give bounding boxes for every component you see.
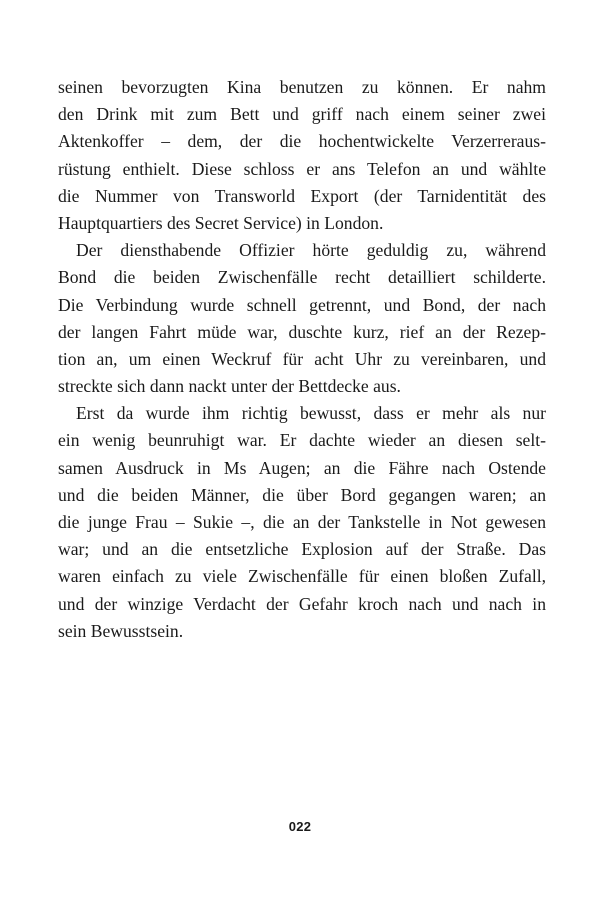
- text-line: die Nummer von Transworld Export (der Tarnidentität des: [58, 185, 546, 206]
- paragraph-2: [58, 237, 546, 400]
- body-text: [58, 74, 546, 645]
- text-line: der langen Fahrt müde war, duschte kurz, rief an der Rezep-: [58, 321, 546, 342]
- text-line: die junge Frau – Sukie –, die an der Tankstelle in Not gewesen: [58, 512, 546, 532]
- text-line: ein wenig beunruhigt war. Er dachte wieder an diesen selt-: [58, 430, 546, 451]
- paragraph-3: [58, 400, 546, 645]
- paragraph-1: [58, 74, 546, 237]
- text-line: waren einfach zu viele Zwischenfälle für einen bloßen Zufall,: [58, 566, 546, 587]
- text-line: war; und an die entsetzliche Explosion auf der Straße. Das: [58, 539, 546, 560]
- text-line: Erst da wurde ihm richtig bewusst, dass er mehr als nur: [76, 403, 546, 424]
- text-line: Die Verbindung wurde schnell getrennt, und Bond, der nach: [58, 294, 546, 315]
- text-line: rüstung enthielt. Diese schloss er ans Telefon an und wählte: [58, 158, 546, 179]
- text-line: Der diensthabende Offizier hörte geduldig zu, während: [76, 240, 546, 261]
- text-line: Hauptquartiers des Secret Service) in London.: [58, 212, 384, 233]
- text-line: streckte sich dann nackt unter der Bettdecke aus.: [58, 376, 401, 397]
- text-line: Aktenkoffer – dem, der die hochentwickelte Verzerreraus-: [58, 131, 546, 152]
- text-line: den Drink mit zum Bett und griff nach einem seiner zwei: [58, 104, 546, 125]
- text-line: Bond die beiden Zwischenfälle recht detailliert schilderte.: [58, 267, 546, 288]
- text-line: samen Ausdruck in Ms Augen; an die Fähre nach Ostende: [58, 457, 546, 478]
- text-line: und die beiden Männer, die über Bord gegangen waren; an: [58, 484, 546, 505]
- page-number: 022: [288, 819, 312, 834]
- text-line: und der winzige Verdacht der Gefahr kroch nach und nach in: [58, 593, 546, 614]
- text-line: tion an, um einen Weckruf für acht Uhr zu vereinbaren, und: [58, 348, 546, 369]
- text-line: seinen bevorzugten Kina benutzen zu können. Er nahm: [58, 77, 546, 97]
- text-line: sein Bewusstsein.: [58, 620, 184, 641]
